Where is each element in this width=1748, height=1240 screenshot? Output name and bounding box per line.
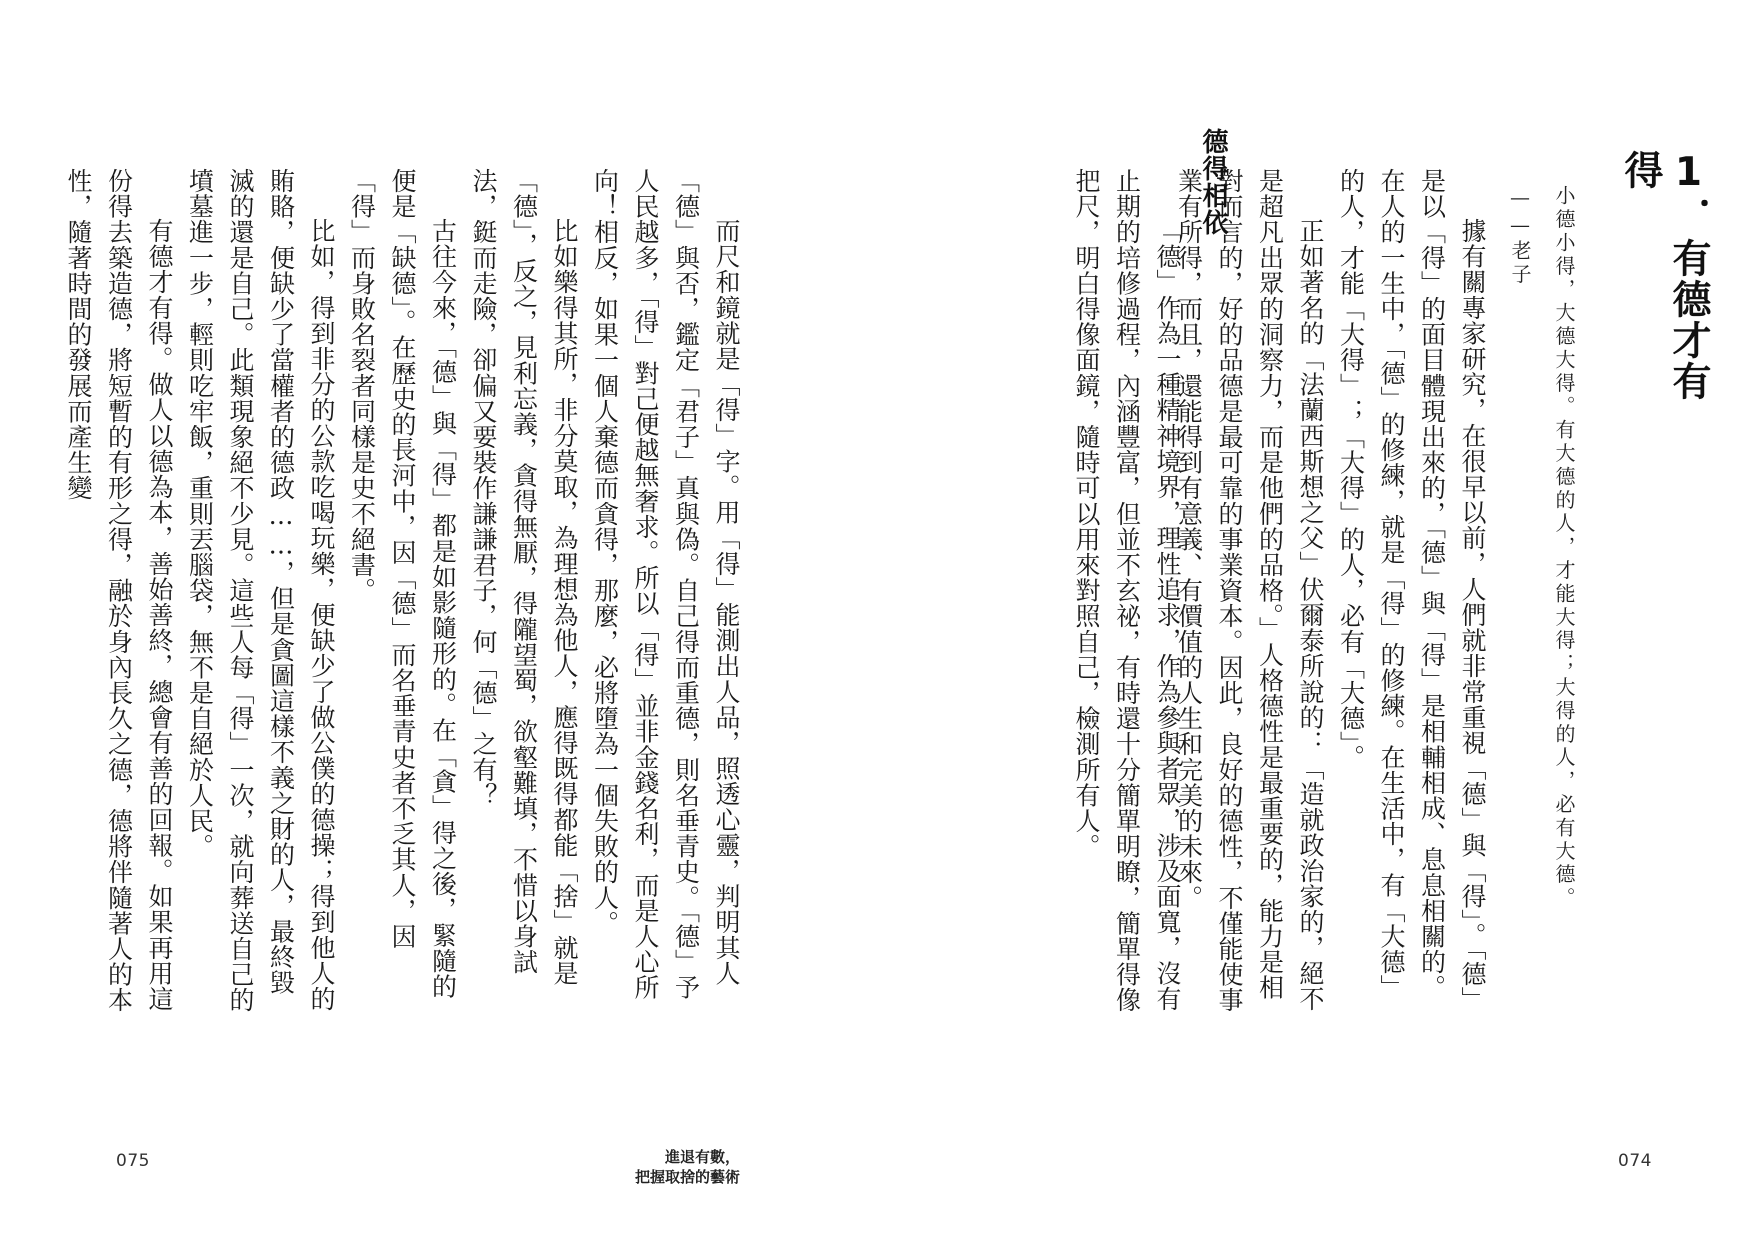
left-paragraph-1: 而尺和鏡就是「得」字。用「得」能測出人品，照透心靈，判明其人「德」與否，鑑定「君子」真與偽。自己得而重德，則名垂青史。「德」予人民越多，「得」對己便越無奢求。所以「得」並非金錢名利，而是人心所向！相反，如果一個人棄德而貪得，那麼，必將墮為一個失敗的人。 xyxy=(590,168,741,1001)
left-paragraph-2: 比如樂得其所，非分莫取，為理想為他人，應得既得都能「捨」就是「德」，反之，見利忘義，貪得無厭，得隴望蜀，欲壑難填，不惜以身試法，鋌而走險，卻偏又要裝作謙謙君子，何「德」之有？ xyxy=(469,168,579,986)
section-subheading: 德得相依 xyxy=(1198,128,1228,236)
epigraph: 小德小得，大德大得。有大德的人，才能大得；大得的人，必有大德。——老子 xyxy=(1508,185,1576,911)
running-head-line-2: 把握取捨的藝術 xyxy=(634,1168,740,1186)
right-page xyxy=(874,0,1748,1240)
running-head-line-1: 進退有數， xyxy=(664,1148,740,1166)
right-paragraph-2: 正如著名的「法蘭西斯想之父」伏爾泰所說的：「造就政治家的，絕不是超凡出眾的洞察力，而是他們的品格。」人格德性是最重要的，能力是相對而言的，好的品德是最可靠的事業資本。因此，良好的德性，不僅能使事業有所得，而且，還能得到有意義、有價值的人生和完美的未來。 xyxy=(1174,168,1325,1013)
page-number-right: 074 xyxy=(1618,1151,1652,1171)
chapter-title: 1．有德才有得 xyxy=(1618,150,1711,402)
running-head xyxy=(560,1147,740,1187)
right-paragraph-1: 據有關專家研究，在很早以前，人們就非常重視「德」與「得」。「德」是以「得」的面目體現出來的，「德」與「得」是相輔相成、息息相關的。在人的一生中，「德」的修練，就是「得」的修練。在生活中，有「大德」的人，才能「大得」；「大得」的人，必有「大德」。 xyxy=(1336,168,1487,1013)
left-paragraph-4: 比如，得到非分的公款吃喝玩樂，便缺少了做公僕的德操；得到他人的賄賂，便缺少了當權者的德政……，但是貪圖這樣不義之財的人，最終毀滅的還是自己。此類現象絕不少見。這些人每「得」一次，就向葬送自己的墳墓進一步，輕則吃牢飯，重則丟腦袋，無不是自絕於人民。 xyxy=(185,168,336,1013)
left-paragraph-5: 有德才有得。做人以德為本，善始善終，總會有善的回報。如果再用這份得去築造德，將短暫的有形之得，融於身內長久之德，德將伴隨著人的本性，隨著時間的發展而產生變 xyxy=(64,168,174,1013)
right-paragraph-3: 「德」作為一種精神境界，理性追求，作為參與者眾，涉及面寬，沒有止期的培修過程，內涵豐富，但並不玄祕，有時還十分簡單明瞭，簡單得像把尺，明白得像面鏡，隨時可以用來對照自己，檢測所有人。 xyxy=(1072,168,1182,1013)
left-paragraph-3: 古往今來，「德」與「得」都是如影隨形的。在「貪」得之後，緊隨的便是「缺德」。在歷史的長河中，因「德」而名垂青史者不乏其人，因「得」而身敗名裂者同樣是史不絕書。 xyxy=(347,168,458,1000)
right-page-body-bottom xyxy=(1057,168,1187,1013)
page-number-left: 075 xyxy=(116,1151,150,1171)
left-page-body xyxy=(64,168,746,1013)
